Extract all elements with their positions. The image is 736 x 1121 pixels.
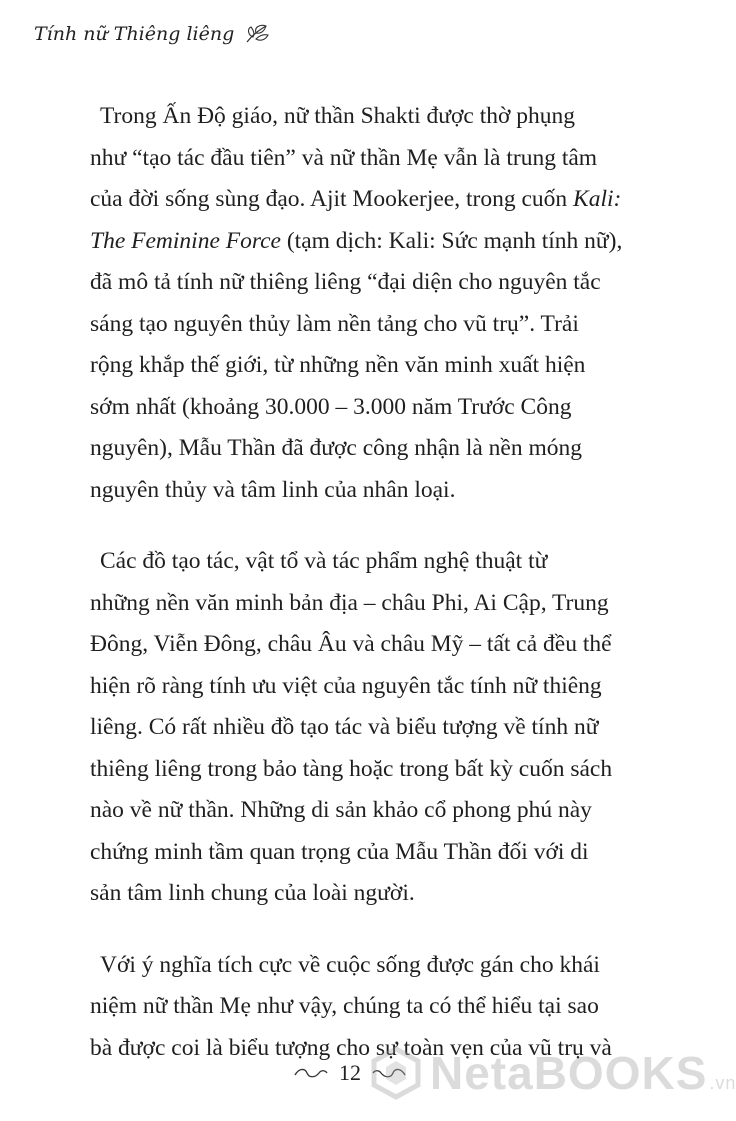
text-run: sớm nhất (khoảng 30.000 – 3.000 năm Trước Công [90,393,572,420]
text-run: thiêng liêng trong bảo tàng hoặc trong bất kỳ cuốn sách [90,755,613,782]
text-run: như “tạo tác đầu tiên” và nữ thần Mẹ vẫn là trung tâm [90,144,598,171]
text-line [90,832,628,874]
text-run: nào về nữ thần. Những di sản khảo cổ phong phú này [90,797,592,823]
text-line [90,790,628,832]
text-line [90,138,628,180]
text-run: đã mô tả tính nữ thiêng liêng “đại diện cho nguyên tắc [90,269,601,295]
text-line [90,345,628,387]
swirl-left-icon [293,1066,329,1080]
text-line [90,624,628,666]
text-run: chứng minh tầm quan trọng của Mẫu Thần đối với di [90,838,589,865]
text-line [90,873,628,915]
text-line [90,96,628,138]
text-line [90,221,628,263]
text-run: nguyên thủy và tâm linh của nhân loại. [90,476,456,503]
paragraph [90,541,628,915]
text-line [90,666,628,708]
text-run: của đời sống sùng đạo. Ajit Mookerjee, trong cuốn [90,186,574,212]
text-run: Trong Ấn Độ giáo, nữ thần Shakti được thờ phụng [100,103,576,129]
text-line [90,179,628,221]
text-run: rộng khắp thế giới, từ những nền văn minh xuất hiện [90,352,586,378]
text-line [90,304,628,346]
leaf-icon [244,22,272,46]
text-run: hiện rõ ràng tính ưu việt của nguyên tắc tính nữ thiêng [90,672,602,699]
text-line [90,707,628,749]
text-run: những nền văn minh bản địa – châu Phi, Ai Cập, Trung [90,589,609,616]
text-line [90,986,628,1028]
text-run: liêng. Có rất nhiều đồ tạo tác và biểu tượng về tính nữ [90,714,599,740]
text-line [90,541,628,583]
text-run: niệm nữ thần Mẹ như vậy, chúng ta có thể hiểu tại sao [90,993,599,1019]
text-line [90,749,628,791]
text-line [90,945,628,987]
watermark-brand: NetaBOOKS .vn [430,1047,736,1099]
paragraph [90,96,628,511]
text-run: Các đồ tạo tác, vật tổ và tác phẩm nghệ thuật từ [100,548,548,574]
running-header-title: Tính nữ Thiêng liêng [34,23,235,45]
italic-title-text: Kali: [573,186,622,212]
watermark-suffix: .vn [709,1073,736,1093]
text-run: Đông, Viễn Đông, châu Âu và châu Mỹ – tất cả đều thể [90,631,612,657]
text-line [90,262,628,304]
text-run: nguyên), Mẫu Thần đã được công nhận là nền móng [90,435,582,461]
watermark [368,1045,736,1101]
running-header [34,22,272,46]
text-line [90,428,628,470]
text-run: sản tâm linh chung của loài người. [90,880,415,906]
text-run: (tạm dịch: Kali: Sức mạnh tính nữ), [280,227,623,254]
page-number: 12 [339,1060,361,1085]
text-run: bà được coi là biểu tượng cho sự toàn vẹn của vũ trụ và [90,1034,612,1061]
text-run: Với ý nghĩa tích cực về cuộc sống được gán cho khái [100,951,600,978]
netabooks-logo-icon [368,1045,424,1101]
text-line [90,470,628,512]
text-run: sáng tạo nguyên thủy làm nền tảng cho vũ trụ”. Trải [90,310,579,337]
italic-title-text: The Feminine Force [90,227,281,254]
text-line [90,583,628,625]
text-line [90,387,628,429]
body-text [90,96,628,1099]
